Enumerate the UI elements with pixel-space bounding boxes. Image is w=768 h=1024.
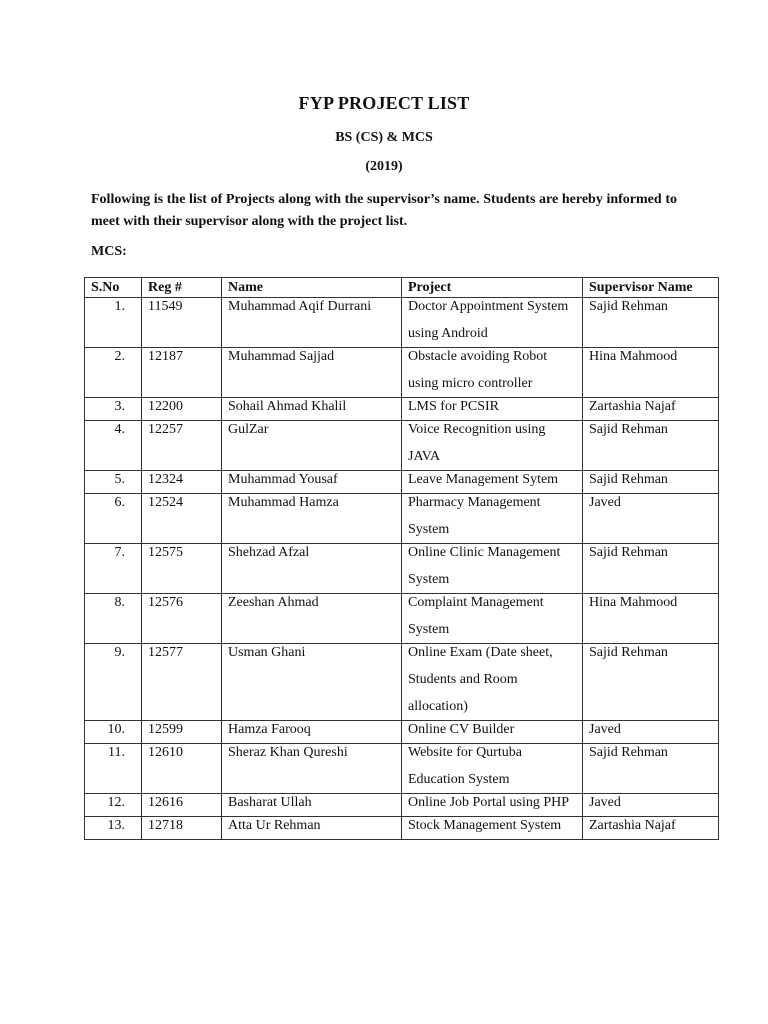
cell-supervisor: Sajid Rehman bbox=[583, 471, 719, 494]
cell-reg: 12577 bbox=[142, 644, 222, 721]
cell-supervisor: Zartashia Najaf bbox=[583, 398, 719, 421]
cell-sno: 4. bbox=[85, 421, 142, 471]
cell-supervisor: Javed bbox=[583, 494, 719, 544]
cell-project: Online CV Builder bbox=[402, 721, 583, 744]
project-table bbox=[84, 277, 719, 840]
cell-supervisor: Hina Mahmood bbox=[583, 594, 719, 644]
header-project: Project bbox=[402, 278, 583, 298]
cell-reg: 12257 bbox=[142, 421, 222, 471]
cell-name: Hamza Farooq bbox=[222, 721, 402, 744]
table-row bbox=[85, 544, 719, 594]
table-row bbox=[85, 494, 719, 544]
cell-project: Stock Management System bbox=[402, 817, 583, 840]
cell-project: Online Job Portal using PHP bbox=[402, 794, 583, 817]
table-row bbox=[85, 644, 719, 721]
cell-sno: 1. bbox=[85, 298, 142, 348]
cell-supervisor: Sajid Rehman bbox=[583, 298, 719, 348]
cell-supervisor: Sajid Rehman bbox=[583, 744, 719, 794]
cell-supervisor: Zartashia Najaf bbox=[583, 817, 719, 840]
page-title: FYP PROJECT LIST bbox=[298, 93, 470, 113]
cell-sno: 7. bbox=[85, 544, 142, 594]
cell-name: Muhammad Yousaf bbox=[222, 471, 402, 494]
cell-name: Usman Ghani bbox=[222, 644, 402, 721]
table-row bbox=[85, 744, 719, 794]
cell-name: Muhammad Sajjad bbox=[222, 348, 402, 398]
cell-name: Sohail Ahmad Khalil bbox=[222, 398, 402, 421]
cell-name: Basharat Ullah bbox=[222, 794, 402, 817]
cell-name: Sheraz Khan Qureshi bbox=[222, 744, 402, 794]
cell-sno: 13. bbox=[85, 817, 142, 840]
cell-sno: 9. bbox=[85, 644, 142, 721]
cell-sno: 11. bbox=[85, 744, 142, 794]
header-sno: S.No bbox=[85, 278, 142, 298]
cell-reg: 12616 bbox=[142, 794, 222, 817]
cell-reg: 12200 bbox=[142, 398, 222, 421]
cell-reg: 11549 bbox=[142, 298, 222, 348]
header-name: Name bbox=[222, 278, 402, 298]
cell-supervisor: Javed bbox=[583, 721, 719, 744]
cell-sno: 10. bbox=[85, 721, 142, 744]
cell-reg: 12324 bbox=[142, 471, 222, 494]
cell-reg: 12610 bbox=[142, 744, 222, 794]
table-row bbox=[85, 421, 719, 471]
cell-name: Atta Ur Rehman bbox=[222, 817, 402, 840]
header-supervisor: Supervisor Name bbox=[583, 278, 719, 298]
table-row bbox=[85, 348, 719, 398]
cell-project: Online Exam (Date sheet, Students and Room allocation) bbox=[402, 644, 583, 721]
cell-reg: 12575 bbox=[142, 544, 222, 594]
cell-reg: 12524 bbox=[142, 494, 222, 544]
cell-name: Shehzad Afzal bbox=[222, 544, 402, 594]
cell-supervisor: Sajid Rehman bbox=[583, 544, 719, 594]
cell-project: Doctor Appointment System using Android bbox=[402, 298, 583, 348]
cell-reg: 12718 bbox=[142, 817, 222, 840]
cell-project: Complaint Management System bbox=[402, 594, 583, 644]
cell-sno: 12. bbox=[85, 794, 142, 817]
cell-project: Obstacle avoiding Robot using micro controller bbox=[402, 348, 583, 398]
cell-project: LMS for PCSIR bbox=[402, 398, 583, 421]
cell-sno: 5. bbox=[85, 471, 142, 494]
cell-sno: 6. bbox=[85, 494, 142, 544]
cell-project: Leave Management Sytem bbox=[402, 471, 583, 494]
cell-supervisor: Sajid Rehman bbox=[583, 421, 719, 471]
table-row bbox=[85, 298, 719, 348]
intro-paragraph: Following is the list of Projects along with the supervisor’s name. Students are hereby informed to meet with their supervisor along with the project list. bbox=[91, 192, 677, 229]
cell-name: Muhammad Hamza bbox=[222, 494, 402, 544]
header-reg: Reg # bbox=[142, 278, 222, 298]
cell-sno: 3. bbox=[85, 398, 142, 421]
cell-sno: 2. bbox=[85, 348, 142, 398]
cell-name: Muhammad Aqif Durrani bbox=[222, 298, 402, 348]
cell-reg: 12187 bbox=[142, 348, 222, 398]
cell-project: Website for Qurtuba Education System bbox=[402, 744, 583, 794]
page-year: (2019) bbox=[365, 159, 403, 174]
section-label: MCS: bbox=[91, 244, 127, 259]
cell-project: Voice Recognition using JAVA bbox=[402, 421, 583, 471]
cell-reg: 12599 bbox=[142, 721, 222, 744]
cell-supervisor: Javed bbox=[583, 794, 719, 817]
cell-reg: 12576 bbox=[142, 594, 222, 644]
cell-sno: 8. bbox=[85, 594, 142, 644]
table-row bbox=[85, 817, 719, 840]
cell-project: Online Clinic Management System bbox=[402, 544, 583, 594]
cell-name: GulZar bbox=[222, 421, 402, 471]
cell-name: Zeeshan Ahmad bbox=[222, 594, 402, 644]
table-row bbox=[85, 594, 719, 644]
cell-supervisor: Hina Mahmood bbox=[583, 348, 719, 398]
page-subtitle: BS (CS) & MCS bbox=[335, 130, 433, 145]
cell-project: Pharmacy Management System bbox=[402, 494, 583, 544]
cell-supervisor: Sajid Rehman bbox=[583, 644, 719, 721]
